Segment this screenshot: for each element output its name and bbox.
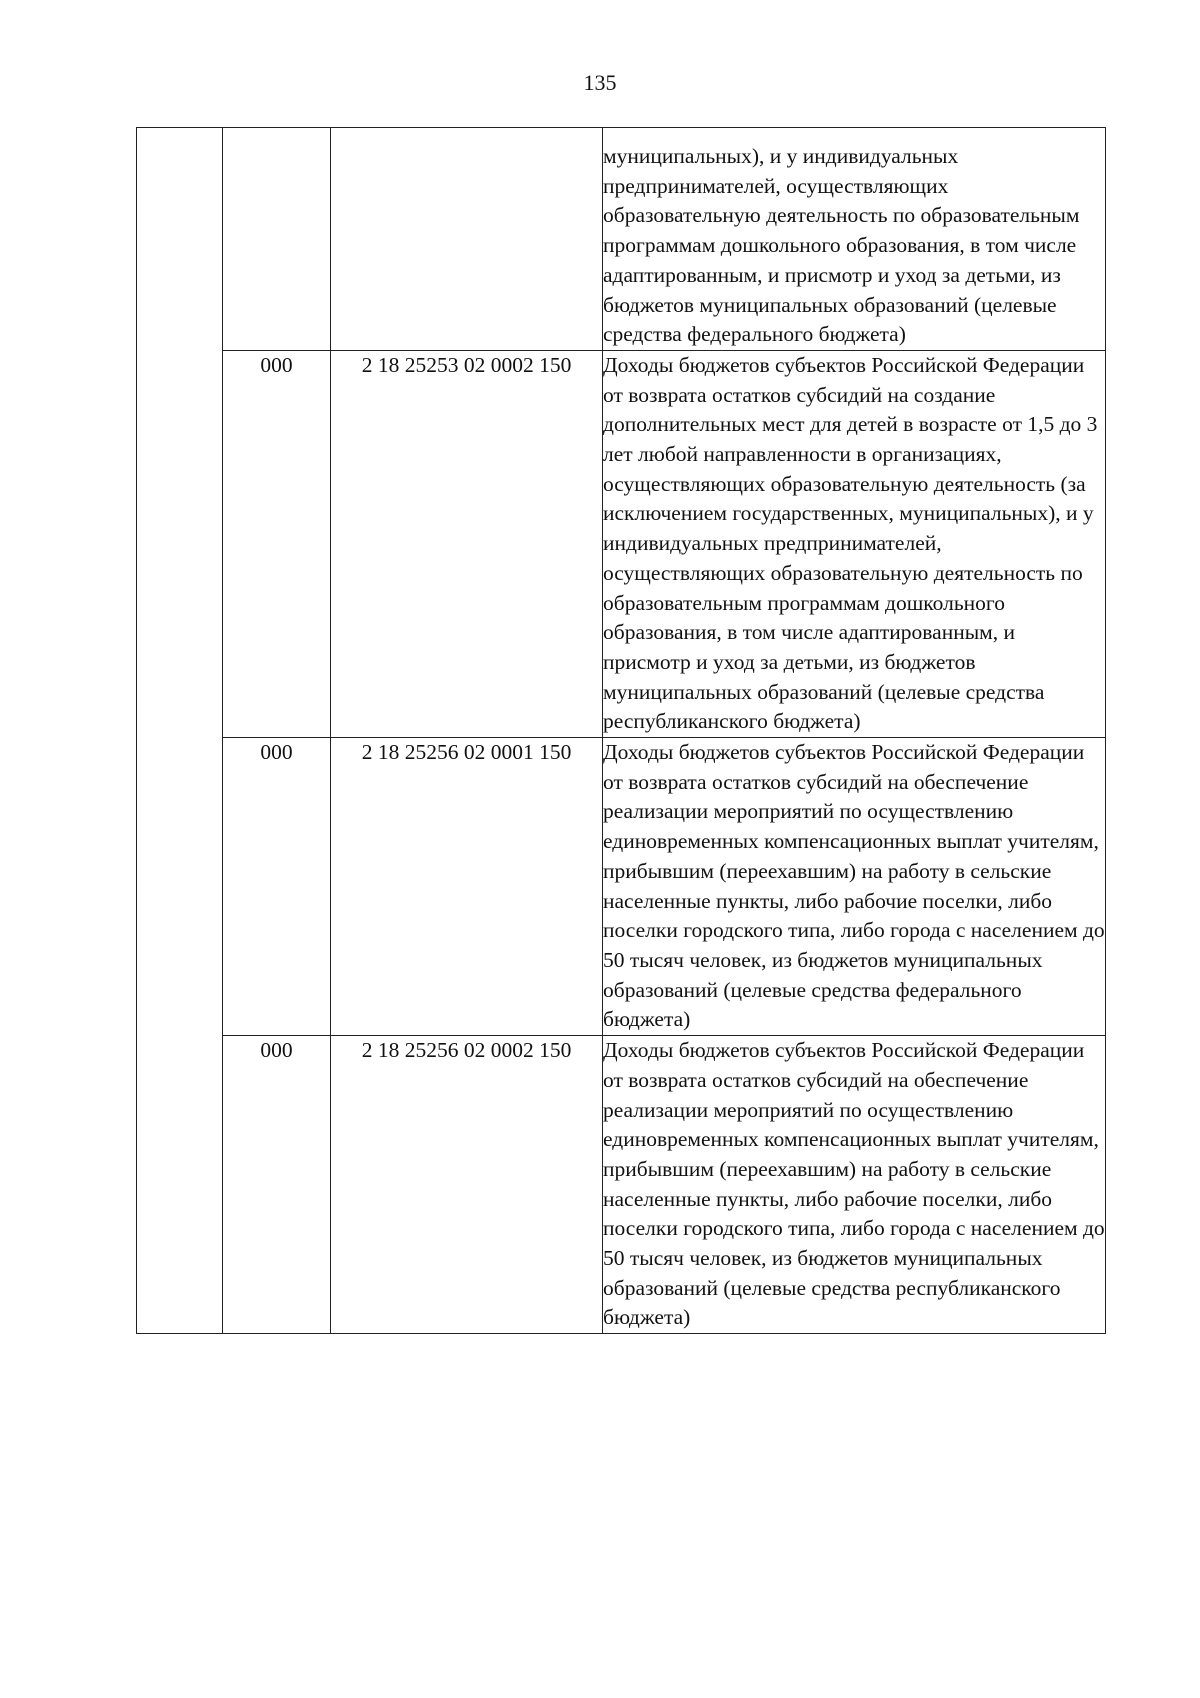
table-row [137, 738, 1106, 1036]
kbk-code-cell: 2 18 25253 02 0002 150 [331, 350, 603, 737]
table-row [137, 128, 1106, 351]
kbk-code-cell: 2 18 25256 02 0002 150 [331, 1036, 603, 1334]
admin-code-cell: 000 [223, 1036, 331, 1334]
description-cell: Доходы бюджетов субъектов Российской Федерации от возврата остатков субсидий на обеспечение реализации мероприятий по осуществлению единовременных компенсационных выплат учителям, прибывшим (переехавшим) на работу в сельские населенные пункты, либо рабочие поселки, либо поселки городского типа, либо города с населением до 50 тысяч человек, из бюджетов муниципальных образований (целевые средства республиканского бюджета) [603, 1036, 1106, 1334]
merged-empty-cell [137, 128, 223, 1334]
admin-code-cell: 000 [223, 350, 331, 737]
table-row [137, 350, 1106, 737]
table-row [137, 1036, 1106, 1334]
description-cell: муниципальных), и у индивидуальных предпринимателей, осуществляющих образовательную деятельность по образовательным программам дошкольного образования, в том числе адаптированным, и присмотр и уход за детьми, из бюджетов муниципальных образований (целевые средства федерального бюджета) [603, 128, 1106, 351]
budget-codes-table [136, 127, 1106, 1334]
page-number: 135 [583, 70, 617, 95]
description-cell: Доходы бюджетов субъектов Российской Федерации от возврата остатков субсидий на обеспечение реализации мероприятий по осуществлению единовременных компенсационных выплат учителям, прибывшим (переехавшим) на работу в сельские населенные пункты, либо рабочие поселки, либо поселки городского типа, либо города с населением до 50 тысяч человек, из бюджетов муниципальных образований (целевые средства федерального бюджета) [603, 738, 1106, 1036]
admin-code-cell: 000 [223, 738, 331, 1036]
kbk-code-cell: 2 18 25256 02 0001 150 [331, 738, 603, 1036]
admin-code-cell [223, 128, 331, 351]
kbk-code-cell [331, 128, 603, 351]
description-cell: Доходы бюджетов субъектов Российской Федерации от возврата остатков субсидий на создание дополнительных мест для детей в возрасте от 1,5 до 3 лет любой направленности в организациях, осуществляющих образовательную деятельность (за исключением государственных, муниципальных), и у индивидуальных предпринимателей, осуществляющих образовательную деятельность по образовательным программам дошкольного образования, в том числе адаптированным, и присмотр и уход за детьми, из бюджетов муниципальных образований (целевые средства республиканского бюджета) [603, 350, 1106, 737]
